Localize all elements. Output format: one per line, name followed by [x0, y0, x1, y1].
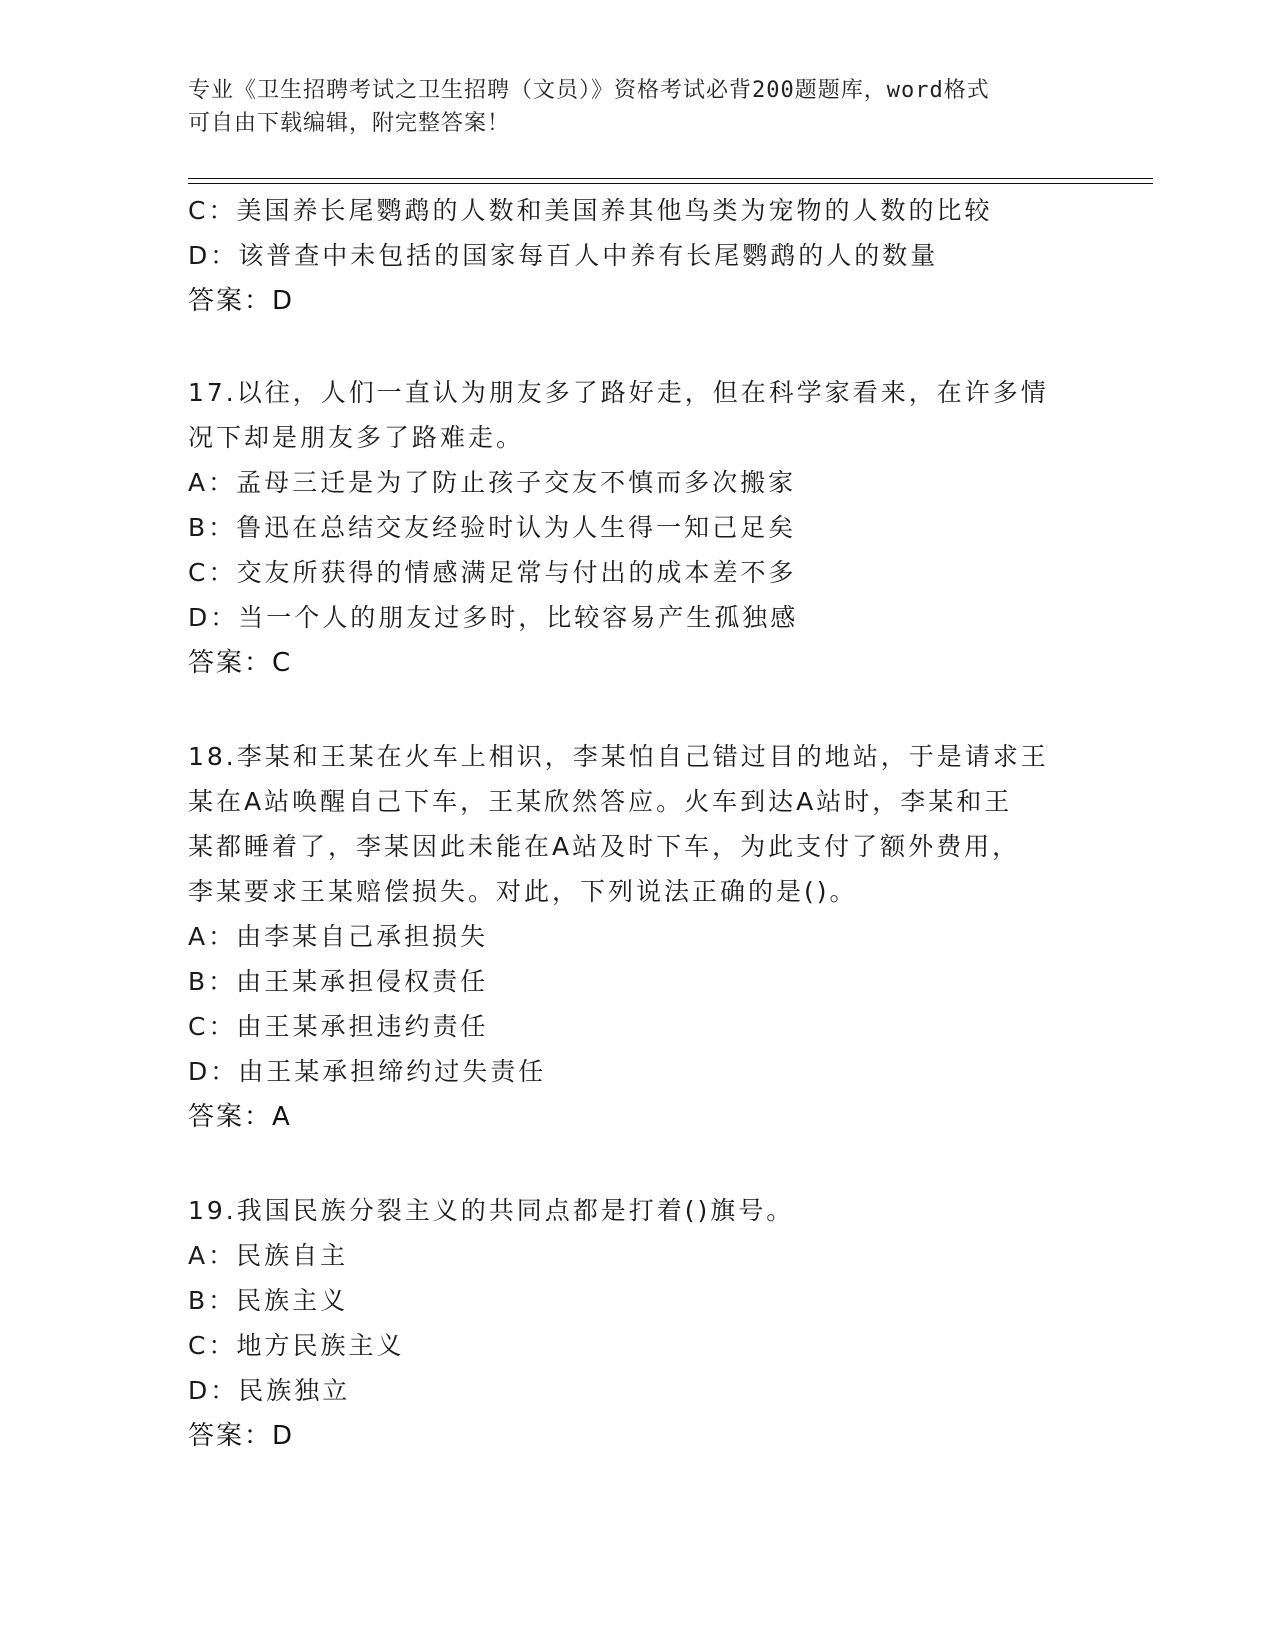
answer-label: 答案：A: [188, 1102, 292, 1132]
question-18: [188, 734, 1088, 1141]
option-b: B：民族主义: [188, 1286, 349, 1315]
question-17: [188, 370, 1088, 687]
option-c: C：交友所获得的情感满足常与付出的成本差不多: [188, 558, 797, 587]
option-d: D：由王某承担缔约过失责任: [188, 1057, 547, 1086]
question-16-continued: [188, 188, 1088, 325]
question-stem-line: 况下却是朋友多了路难走。: [188, 423, 525, 452]
option-c: C：美国养长尾鹦鹉的人数和美国养其他鸟类为宠物的人数的比较: [188, 196, 993, 225]
option-d: D：当一个人的朋友过多时，比较容易产生孤独感: [188, 603, 799, 632]
question-list: [188, 188, 1088, 1507]
answer-label: 答案：D: [188, 1421, 295, 1451]
question-stem-line: 某都睡着了，李某因此未能在A站及时下车，为此支付了额外费用，: [188, 832, 1021, 861]
option-a: A：民族自主: [188, 1241, 349, 1270]
option-c: C：地方民族主义: [188, 1331, 405, 1360]
question-stem-line: 19.我国民族分裂主义的共同点都是打着()旗号。: [188, 1196, 795, 1225]
question-stem-line: 李某要求王某赔偿损失。对此，下列说法正确的是()。: [188, 877, 858, 906]
option-a: A：孟母三迁是为了防止孩子交友不慎而多次搬家: [188, 468, 797, 497]
option-d: D：该普查中未包括的国家每百人中养有长尾鹦鹉的人的数量: [188, 241, 939, 270]
question-stem-line: 某在A站唤醒自己下车，王某欣然答应。火车到达A站时，李某和王: [188, 787, 1013, 816]
question-19: [188, 1188, 1088, 1460]
question-stem-line: 17.以往，人们一直认为朋友多了路好走，但在科学家看来，在许多情: [188, 378, 1049, 407]
answer-label: 答案：C: [188, 648, 293, 678]
option-c: C：由王某承担违约责任: [188, 1012, 489, 1041]
option-b: B：由王某承担侵权责任: [188, 967, 489, 996]
option-a: A：由李某自己承担损失: [188, 922, 489, 951]
option-d: D：民族独立: [188, 1376, 351, 1405]
answer-label: 答案：D: [188, 286, 295, 316]
header-title-line-1: 专业《卫生招聘考试之卫生招聘（文员）》资格考试必背200题题库，word格式: [188, 78, 990, 103]
question-stem-line: 18.李某和王某在火车上相识，李某怕自己错过目的地站，于是请求王: [188, 742, 1049, 771]
header-divider-top: [188, 178, 1153, 179]
page-header: [188, 74, 1088, 140]
option-b: B：鲁迅在总结交友经验时认为人生得一知己足矣: [188, 513, 797, 542]
header-divider-bottom: [188, 183, 1153, 184]
header-title-line-2: 可自由下载编辑，附完整答案！: [188, 111, 511, 136]
